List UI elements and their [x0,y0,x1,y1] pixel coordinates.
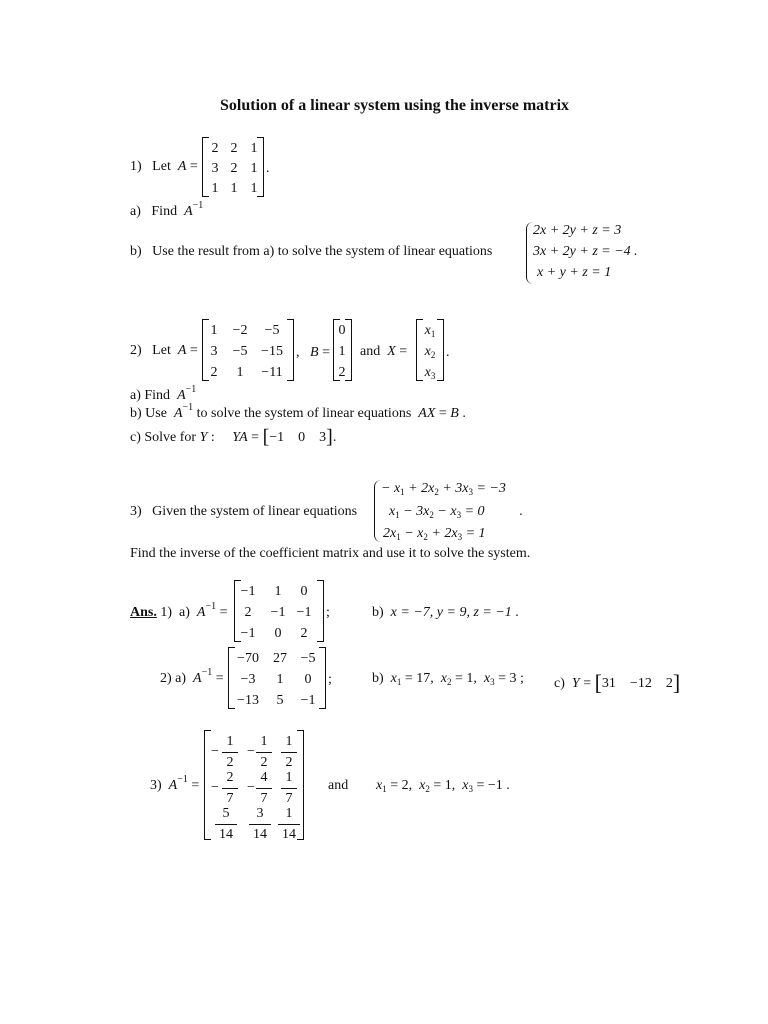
matrix-B: 0 1 2 [333,319,352,381]
answer-2b: b) $x_1 = 17$, $x_2 = 1$, $x_3 = 3$ ; [372,671,524,687]
problem-1b: b) Use the result from a) to solve the system of linear equations [130,244,493,259]
answer-1b: b) x = −7, y = 9, z = −1 . [372,605,519,620]
answer-2c: c) Y = [31 −12 2] [554,670,681,695]
answer-3-solution: $x_1 = 2$, $x_2 = 1$, $x_3 = -1$ . [376,778,510,794]
problem-3: 3) Given the system of linear equations [130,504,358,519]
eq-1-2: 3x + 2y + z = −4 . [533,244,638,259]
problem-3-instructions: Find the inverse of the coefficient matrix and use it to solve the system. [130,546,531,561]
brace-system-1 [526,222,533,284]
matrix-A3-inverse: − $\frac{1}{2}$ − $\frac{1}{2}$ $\frac{1}{2}$ − $\frac{2}{7}$ − $\frac{4}{7}$ $\frac{1}{7}$ $\frac{5}{14}$ $\frac{3}{14}$ $\frac{1}{14}$ [204,730,304,840]
problem-2b: b) Use $A^{-1}$ to solve the system of linear equations AX = B . [130,402,466,421]
eq-1-1: 2x + 2y + z = 3 [533,223,622,238]
answer-1: Ans. 1) a) $A^{-1}$ = [130,601,228,620]
problem-2a: a) Find $A^{-1}$ [130,384,197,403]
eq-3-1: − $x_1 + 2x_2 + 3x_3 = -3$ [381,481,506,497]
brace-system-3 [374,480,381,542]
answer-3-and: and [328,778,349,793]
page-title: Solution of a linear system using the inverse matrix [220,97,570,114]
answer-3: 3) $A^{-1}$ = [150,774,200,793]
eq-3-3: $2x_1 - x_2 + 2x_3 = 1$ [383,526,486,542]
eq-1-3: x + y + z = 1 [537,265,612,280]
matrix-A1-inverse: −1 1 0 2 −1 −1 −1 0 2 [234,580,324,642]
problem-2c: c) Solve for Y : YA = [−1 0 3]. [130,426,337,448]
problem-2-label: 2) Let A = [130,343,198,358]
matrix-X: $x_1$ $x_2$ $x_3$ [416,319,444,381]
problem-1-label: 1) Let A = [130,159,198,174]
eq-3-2: $x_1 - 3x_2 - x_3 = 0$ . [389,504,524,520]
matrix-A2-inverse: −70 27 −5 −3 1 0 −13 5 −1 [228,647,326,709]
matrix-A-1: 2 2 1 3 2 1 1 1 1 [202,137,264,197]
answer-2: 2) a) $A^{-1}$ = [160,667,224,686]
matrix-A-2: 1 −2 −5 3 −5 −15 2 1 −11 [202,319,294,381]
problem-1a: a) Find $A^{-1}$ [130,200,204,219]
